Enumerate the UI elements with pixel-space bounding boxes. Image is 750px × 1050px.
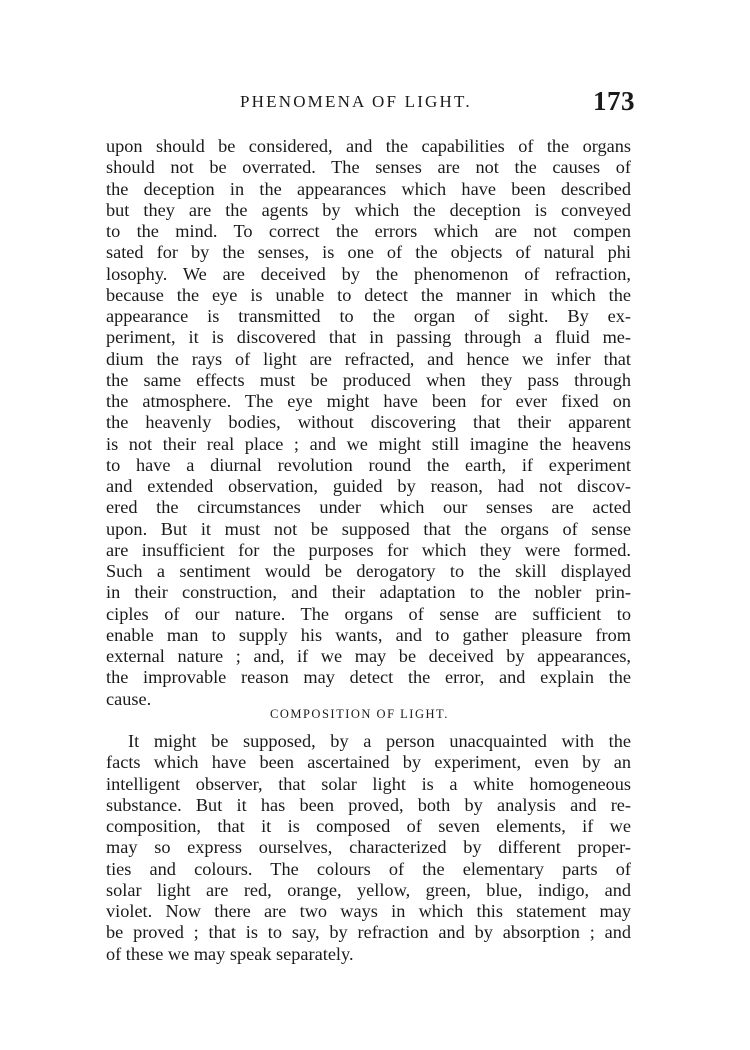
text-line: be proved ; that is to say, by refraction and by absorption ; and <box>106 922 631 943</box>
text-line: Such a sentiment would be derogatory to the skill displayed <box>106 561 631 581</box>
text-line: should not be overrated. The senses are not the causes of <box>106 157 631 178</box>
text-line: is not their real place ; and we might still imagine the heavens <box>106 433 631 454</box>
text-line: to the mind. To correct the errors which are not compen <box>106 221 631 241</box>
text-line: appearance is transmitted to the organ of sight. By ex- <box>106 306 631 326</box>
text-line: intelligent observer, that solar light is a white homogeneous <box>106 773 631 794</box>
text-line: violet. Now there are two ways in which this statement may <box>106 901 631 921</box>
text-line: to have a diurnal revolution round the earth, if experiment <box>106 454 631 475</box>
running-head: PHENOMENA OF LIGHT. <box>240 92 472 111</box>
text-line: sated for by the senses, is one of the objects of natural phi <box>106 242 631 263</box>
text-line: may so express ourselves, characterized by different proper- <box>106 837 631 858</box>
text-line: the heavenly bodies, without discovering that their apparent <box>106 412 631 433</box>
text-line: the deception in the appearances which have been described <box>106 178 631 199</box>
text-line: external nature ; and, if we may be deceived by appearances, <box>106 646 631 666</box>
text-line: enable man to supply his wants, and to gather pleasure from <box>106 624 631 645</box>
text-line: solar light are red, orange, yellow, green, blue, indigo, and <box>106 879 631 900</box>
text-line: facts which have been ascertained by experiment, even by an <box>106 752 631 773</box>
text-line: in their construction, and their adaptation to the nobler prin- <box>106 582 631 603</box>
text-line: cause. <box>106 688 152 709</box>
section-heading: COMPOSITION OF LIGHT. <box>270 707 449 721</box>
text-line: It might be supposed, by a person unacquainted with the <box>128 731 631 751</box>
text-line: periment, it is discovered that in passing through a fluid me- <box>106 327 631 348</box>
page-number: 173 <box>593 86 635 116</box>
text-line: ered the circumstances under which our senses are acted <box>106 497 631 518</box>
text-line: upon should be considered, and the capabilities of the organs <box>106 136 631 156</box>
text-line: ciples of our nature. The organs of sense are sufficient to <box>106 603 631 624</box>
paragraph-2 <box>106 731 631 965</box>
text-line: are insufficient for the purposes for which they were formed. <box>106 539 631 560</box>
text-line: losophy. We are deceived by the phenomenon of refraction, <box>106 263 631 284</box>
text-line: composition, that it is composed of seven elements, if we <box>106 816 631 836</box>
text-line: the improvable reason may detect the error, and explain the <box>106 667 631 688</box>
text-line: ties and colours. The colours of the elementary parts of <box>106 858 631 879</box>
paragraph-1 <box>106 136 631 710</box>
text-line: dium the rays of light are refracted, and hence we infer that <box>106 348 631 369</box>
text-line: the same effects must be produced when they pass through <box>106 369 631 390</box>
text-line: upon. But it must not be supposed that the organs of sense <box>106 518 631 539</box>
text-line: the atmosphere. The eye might have been for ever fixed on <box>106 391 631 411</box>
text-line: but they are the agents by which the deception is conveyed <box>106 199 631 220</box>
text-line: because the eye is unable to detect the manner in which the <box>106 284 631 305</box>
text-line: substance. But it has been proved, both by analysis and re- <box>106 794 631 815</box>
text-line: and extended observation, guided by reason, had not discov- <box>106 476 631 496</box>
text-line: of these we may speak separately. <box>106 943 354 964</box>
